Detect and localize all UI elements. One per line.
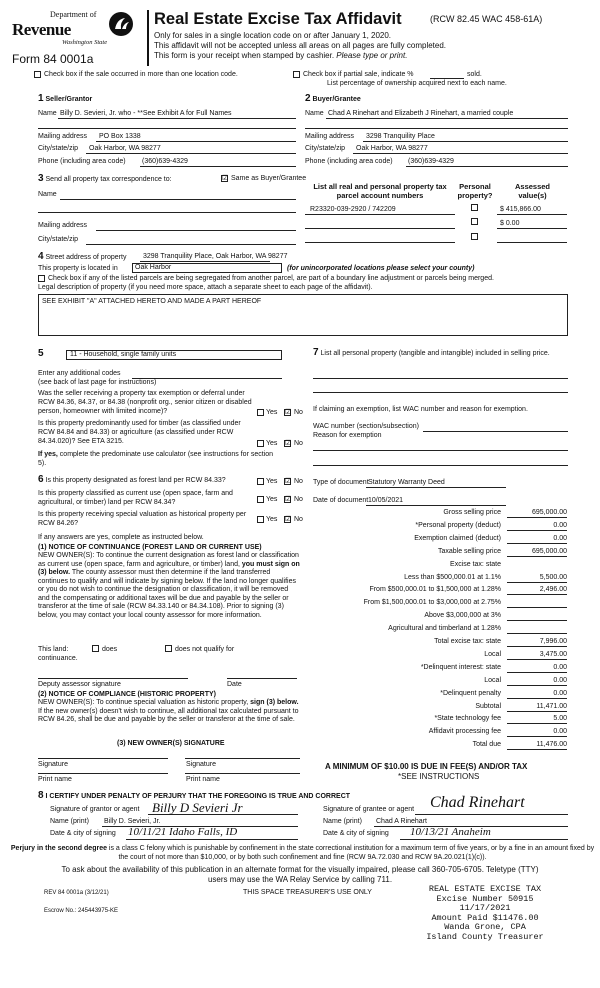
sold-label: sold. [467, 71, 482, 78]
this-land-label: This land: [38, 646, 69, 653]
perjury-text: is a class C felony which is punishable by confinement in the state correctional institution for a maximum term of five years, or by a fine in an amount fixed by the court of not more than $10,000, or by both such confinement and fine (RCW 9A.72.030 and RCW 9A.20.021(1)(c)). [106, 845, 595, 861]
s6-q2-yes-label: Yes [266, 496, 278, 503]
new-owner-sig-line-1[interactable] [38, 758, 168, 759]
q1-no-label: No [294, 409, 303, 416]
does-label: does [102, 646, 118, 653]
if-yes-note [38, 450, 278, 468]
grantor-date-label: Date & city of signing [50, 830, 116, 837]
section-1-heading [38, 93, 92, 104]
parcel-column-header: List all real and personal property tax parcel account numbers [313, 182, 447, 200]
q2-no-label: No [294, 440, 303, 447]
seller-heading: Seller/Grantor [45, 96, 93, 103]
tax-row-label: From $1,500,000.01 to $3,000,000 at 2.75% [363, 599, 501, 607]
washington-state-text: Washington State [62, 39, 108, 46]
street-address-line [140, 261, 270, 262]
section-2-heading [305, 93, 361, 104]
revenue-wordmark: Revenue [12, 20, 71, 39]
segregated-label: Check box if any of the listed parcels are being segregated from another parcel, are part of a boundary line adjustment or parcels being merged. [48, 275, 494, 282]
section-5-number: 5 [38, 348, 44, 359]
tax-row-value[interactable]: 695,000.00 [507, 509, 567, 518]
stamp-line-3: 11/17/2021 [459, 903, 511, 913]
seller-city-value[interactable]: Oak Harbor, WA 98277 [89, 145, 161, 152]
section-7-heading [313, 348, 568, 359]
current-use-question: Is this property classified as current use (open space, farm and agricultural, or timber) land per RCW 84.34? [38, 490, 233, 506]
see-back-note: (see back of last page for instructions) [38, 379, 157, 386]
header-line-3 [154, 51, 407, 60]
assessed-line-1 [497, 214, 567, 215]
header-line-1: Only for sales in a single location code on or after January 1, 2020. [154, 31, 392, 40]
new-owner-print-label-1: Print name [38, 776, 72, 783]
seller-mailing-label: Mailing address [38, 133, 88, 140]
buyer-name-line-2 [305, 128, 568, 129]
tax-row-value[interactable]: 11,476.00 [507, 741, 567, 750]
tax-row-value[interactable]: 0.00 [507, 728, 567, 737]
wac-line[interactable] [423, 431, 568, 432]
multi-location-checkbox[interactable] [34, 71, 41, 78]
if-yes-text: complete the predominate use calculator (see instructions for section 5). [38, 451, 274, 467]
tax-row-value[interactable]: 695,000.00 [507, 548, 567, 557]
personal-property-checkbox-2[interactable] [471, 218, 478, 225]
partial-sale-checkbox[interactable] [293, 71, 300, 78]
multi-location-label: Check box if the sale occurred in more than one location code. [44, 71, 238, 78]
historic-question: Is this property receiving special valuation as historical property per RCW 84.26? [38, 511, 247, 527]
section-3-number: 3 [38, 173, 44, 184]
parcel-number-value[interactable]: R23320-039-2920 / 742209 [310, 206, 396, 213]
stamp-line-6: Island County Treasurer [426, 931, 544, 942]
section-1-number: 1 [38, 93, 44, 104]
notice-compliance-text-a: NEW OWNER(S): To continue special valuation as historic property, [38, 699, 251, 706]
exemption-note: If claiming an exemption, list WAC number and reason for exemption. [313, 406, 528, 413]
grantor-signature: Billy D Sevieri Jr [152, 800, 243, 815]
dor-logo [10, 8, 140, 48]
corr-mailing-line[interactable] [96, 230, 296, 231]
header-line-2: This affidavit will not be accepted unless all areas on all pages are fully completed. [154, 41, 447, 50]
section-6-number: 6 [38, 474, 44, 485]
grantee-date-line [400, 839, 568, 840]
tax-row-label: *State technology fee [434, 715, 501, 723]
if-any-yes-note: If any answers are yes, complete as instructed below. [38, 534, 204, 541]
document-date-label: Date of document [313, 497, 369, 504]
buyer-name-value[interactable]: Chad A Rinehart and Elizabeth J Rinehart, a married couple [328, 110, 514, 117]
tax-row-label: Taxable selling price [437, 547, 501, 555]
timber-question: Is this property predominantly used for timber (as classified under RCW 84.84 and 84.33) or agriculture (as classified under RCW 84.34.020)? See ETA 3215. [38, 420, 241, 445]
land-use-select[interactable] [66, 350, 282, 360]
document-type-value[interactable]: Statutory Warranty Deed [368, 479, 445, 486]
seller-phone-line [140, 166, 296, 167]
buyer-name-line [326, 118, 568, 119]
s6-q1-no-checkbox[interactable]: ☑ [285, 478, 292, 485]
notice-compliance-text [38, 699, 300, 725]
tax-row-label: Exemption claimed (deduct) [414, 534, 501, 542]
escrow-number: Escrow No.: 245443975-KE [44, 908, 119, 914]
additional-codes-label: Enter any additional codes [38, 370, 121, 377]
new-owner-sig-label-1: Signature [38, 761, 68, 768]
seller-name-label: Name [38, 110, 57, 117]
notice-continuance-text-a: NEW OWNER(S): To continue the current designation as forest land or classification as current use (open space, farm and agriculture, or timber) land, [38, 552, 299, 568]
tax-row-label: Above $3,000,000 at 3% [424, 612, 501, 620]
stamp-line-1: REAL ESTATE EXCISE TAX [428, 884, 542, 894]
s6-q1-yes-label: Yes [266, 478, 278, 485]
correspondence-text: Send all property tax correspondence to: [45, 176, 172, 183]
perjury-statement [10, 844, 595, 862]
s6-q1-no-label: No [294, 478, 303, 485]
tax-row-label: *Delinquent interest: state [420, 663, 501, 671]
new-owner-sig-line-2[interactable] [185, 758, 300, 759]
tax-row-label: Gross selling price [443, 509, 501, 516]
seller-name-line-2 [38, 128, 296, 129]
partial-percent-field[interactable] [430, 71, 464, 79]
ownership-pct-note: List percentage of ownership acquired next to each name. [327, 80, 507, 87]
grantee-date-label: Date & city of signing [323, 830, 389, 837]
certify-text: I CERTIFY UNDER PENALTY OF PERJURY THAT THE FOREGOING IS TRUE AND CORRECT [45, 793, 351, 800]
grantee-name-label: Name (print) [323, 818, 362, 825]
seller-phone-value[interactable]: (360)639-4329 [142, 158, 188, 165]
section-4-heading [38, 251, 126, 262]
q1-yes-label: Yes [266, 409, 278, 416]
assessed-column-header: Assessed value(s) [514, 182, 551, 200]
personal-property-column-header: Personal property? [457, 182, 493, 200]
tax-row-value[interactable] [507, 599, 567, 608]
grantor-signature-label: Signature of grantor or agent [50, 806, 140, 813]
land-use-value: 11 - Household, single family units [70, 351, 177, 358]
s6-q3-yes-checkbox[interactable] [257, 516, 264, 523]
grantee-signature-label: Signature of grantee or agent [323, 806, 415, 813]
see-instructions-note: *SEE INSTRUCTIONS [398, 772, 480, 781]
reason-line-2[interactable] [313, 465, 568, 466]
section-8-number: 8 [38, 790, 44, 801]
located-in-label: This property is located in [38, 265, 118, 272]
s6-q2-no-checkbox[interactable]: ☑ [285, 496, 292, 503]
dept-of-text: Department of [50, 10, 97, 19]
grantee-date-value[interactable]: 10/13/21 Anaheim [410, 826, 491, 838]
corr-name-label: Name [38, 191, 57, 198]
legal-description-value: SEE EXHIBIT "A" ATTACHED HERETO AND MADE A PART HEREOF [42, 298, 262, 305]
assessed-value-1[interactable]: $ 415,866.00 [500, 206, 541, 213]
tax-row-label: Agricultural and timberland at 1.28% [388, 625, 501, 633]
continuance-label: continuance. [38, 655, 78, 662]
q2-no-checkbox[interactable]: ☑ [285, 440, 292, 447]
q1-yes-checkbox[interactable] [257, 409, 264, 416]
q1-no-checkbox[interactable]: ☑ [285, 409, 292, 416]
tax-row-label: Less than $500,000.01 at 1.1% [404, 573, 501, 581]
segregated-checkbox[interactable] [38, 275, 45, 282]
does-qualify-checkbox[interactable] [92, 645, 99, 652]
tax-row-label: From $500,000.01 to $1,500,000 at 1.28% [369, 586, 501, 594]
document-date-line [366, 505, 506, 506]
tax-row-label: Total due [472, 741, 501, 749]
buyer-mailing-line [363, 141, 568, 142]
seller-mailing-line [96, 141, 296, 142]
tax-row-label: Excise tax: state [450, 560, 501, 568]
document-type-line [366, 487, 506, 488]
stamp-line-5: Wanda Grone, CPA [444, 922, 526, 932]
partial-sale-label: Check box if partial sale, indicate % [303, 71, 414, 78]
tax-row-value[interactable]: 7,996.00 [507, 638, 567, 647]
deputy-date-line[interactable] [227, 678, 297, 679]
receipt-text: This form is your receipt when stamped by cashier. [154, 51, 337, 60]
unincorporated-note: (for unincorporated locations please select your county) [287, 265, 475, 272]
stamp-line-4: Amount Paid $11476.00 [431, 912, 539, 923]
street-address-value[interactable]: 3298 Tranquility Place, Oak Harbor, WA 98277 [143, 253, 288, 260]
parcel-line-3 [305, 242, 455, 243]
alt-format-notice: To ask about the availability of this publication in an alternate format for the visually impaired, please call 360-705-6705. Teletype (TTY) users may use the WA Relay Service by calling 711. [61, 865, 539, 884]
same-as-buyer-label: Same as Buyer/Grantee [231, 175, 307, 182]
header-divider [147, 10, 149, 66]
personal-property-line-2[interactable] [313, 392, 568, 393]
minimum-due-notice: A MINIMUM OF $10.00 IS DUE IN FEE(S) AND/OR TAX [325, 762, 528, 771]
s6-q2-no-label: No [294, 496, 303, 503]
s6-q1-yes-checkbox[interactable] [257, 478, 264, 485]
buyer-phone-label: Phone (including area code) [305, 158, 393, 165]
corr-name-line[interactable] [60, 199, 296, 200]
tax-row-value[interactable]: 5,500.00 [507, 574, 567, 583]
buyer-name-label: Name [305, 110, 324, 117]
section-4-number: 4 [38, 251, 44, 262]
location-select[interactable] [132, 263, 282, 273]
q2-yes-label: Yes [266, 440, 278, 447]
rcw-reference: (RCW 82.45 WAC 458-61A) [430, 14, 543, 24]
if-yes-bold: If yes, [38, 451, 58, 458]
grantor-date-value[interactable]: 10/11/21 Idaho Falls, ID [128, 826, 238, 838]
tax-row-label: Total excise tax: state [434, 638, 501, 645]
seller-name-line [58, 118, 296, 119]
new-owner-print-label-2: Print name [186, 776, 220, 783]
tax-calculation-table [313, 509, 570, 755]
treasurer-use-label: THIS SPACE TREASURER'S USE ONLY [243, 889, 372, 896]
does-not-qualify-checkbox[interactable] [165, 645, 172, 652]
legal-description-label: Legal description of property (if you need more space, attach a separate sheet to each page of the affidavit). [38, 284, 373, 291]
buyer-heading: Buyer/Grantee [312, 96, 361, 103]
s6-q3-no-checkbox[interactable]: ☑ [285, 516, 292, 523]
buyer-city-line [353, 153, 568, 154]
buyer-mailing-value[interactable]: 3298 Tranquility Place [366, 133, 435, 140]
seller-mailing-value[interactable]: PO Box 1338 [99, 133, 141, 140]
section-2-number: 2 [305, 93, 311, 104]
corr-city-line[interactable] [86, 244, 296, 245]
new-owner-signature-title: (3) NEW OWNER(S) SIGNATURE [117, 740, 225, 747]
tax-row-label: Local [484, 650, 501, 658]
notice-compliance-text-b: If the new owner(s) doesn't wish to continue, all additional tax calculated pursuant to RCW 84.26, shall be due and payable by the seller or transferor at the time of sale. [38, 707, 299, 723]
s6-q2-yes-checkbox[interactable] [257, 496, 264, 503]
type-print-text: Please type or print. [336, 51, 408, 60]
buyer-city-value[interactable]: Oak Harbor, WA 98277 [356, 145, 428, 152]
section-6-q1 [38, 474, 226, 485]
buyer-phone-value[interactable]: (360)639-4329 [408, 158, 454, 165]
tax-row-value[interactable] [507, 612, 567, 621]
location-value: Oak Harbor [135, 264, 172, 271]
deputy-signature-line[interactable] [38, 678, 188, 679]
tax-row-value[interactable]: 0.00 [507, 664, 567, 673]
assessed-value-2[interactable]: $ 0.00 [500, 220, 520, 227]
tax-row-label: Subtotal [475, 702, 501, 710]
personal-property-checkbox-3[interactable] [471, 233, 478, 240]
grantee-signature: Chad Rinehart [430, 794, 525, 811]
tax-row-value[interactable]: 0.00 [507, 677, 567, 686]
form-number: Form 84 0001a [12, 52, 94, 66]
buyer-mailing-label: Mailing address [305, 133, 355, 140]
new-owner-sig-label-2: Signature [186, 761, 216, 768]
grantor-date-line [126, 839, 298, 840]
tax-row-label: *Personal property (deduct) [415, 521, 501, 529]
tax-row-label: *Delinquent penalty [440, 689, 501, 697]
notice-compliance-title: (2) NOTICE OF COMPLIANCE (HISTORIC PROPERTY) [38, 691, 216, 698]
s6-q3-no-label: No [294, 516, 303, 523]
tax-row-value[interactable]: 11,471.00 [507, 703, 567, 712]
same-as-buyer-checkbox[interactable]: ☑ [222, 175, 229, 182]
tax-row-label: Local [484, 676, 501, 684]
tax-row-value[interactable]: 3,475.00 [507, 651, 567, 660]
exemption-reason-label: Reason for exemption [313, 432, 382, 439]
notice-continuance-text [38, 552, 300, 620]
grantee-signature-line[interactable] [415, 814, 568, 815]
street-address-label: Street address of property [45, 254, 127, 261]
wac-label: WAC number (section/subsection) [313, 423, 419, 430]
buyer-city-label: City/state/zip [305, 145, 346, 152]
grantor-name-value[interactable]: Billy D. Sevieri, Jr. [104, 818, 161, 825]
perjury-bold: Perjury in the second degree [10, 845, 107, 852]
seller-phone-label: Phone (including area code) [38, 158, 126, 165]
personal-property-checkbox-1[interactable] [471, 204, 478, 211]
buyer-phone-line [406, 166, 568, 167]
seller-city-label: City/state/zip [38, 145, 79, 152]
treasurer-stamp [410, 885, 560, 942]
notice-continuance-bold: you must sign on (3) below. [38, 560, 300, 576]
legal-description-box[interactable] [38, 294, 568, 336]
assessed-line-2 [497, 228, 567, 229]
corr-mailing-label: Mailing address [38, 222, 88, 229]
document-date-value[interactable]: 10/05/2021 [368, 497, 404, 504]
personal-property-line-1[interactable] [313, 378, 568, 379]
tax-row-value[interactable]: 2,496.00 [507, 586, 567, 595]
tax-row-value[interactable]: 0.00 [507, 522, 567, 531]
new-owner-print-line-2[interactable] [185, 773, 300, 774]
notice-continuance-text-b: The county assessor must then determine if the land transferred continues to qualify and will indicate by signing below. If the land no longer qualifies or you do not wish to continue the designation or classification, it will be removed and the compensating or additional taxes will be due and payable by the seller or transferor at the time of sale (RCW 84.33.140 or 84.34.108). Prior to signing (3) below, you may contact your local county assessor for more information. [38, 569, 296, 619]
section-7-number: 7 [313, 347, 319, 358]
document-type-label: Type of document [313, 479, 369, 486]
parcel-line-1 [305, 214, 455, 215]
dor-logo-icon [108, 10, 134, 38]
deputy-date-label: Date [227, 681, 242, 688]
tax-row-value[interactable] [507, 625, 567, 634]
stamp-line-2: Excise Number 50915 [436, 893, 534, 904]
seller-name-value[interactable]: Billy D. Sevieri, Jr. who - **See Exhibit A for Full Names [60, 110, 232, 117]
section-3-heading [38, 173, 172, 184]
tax-row-value[interactable]: 0.00 [507, 690, 567, 699]
corr-city-label: City/state/zip [38, 236, 79, 243]
notice-compliance-bold: sign (3) below. [250, 699, 299, 706]
deputy-signature-label: Deputy assessor signature [38, 681, 121, 688]
parcel-line-2 [305, 228, 455, 229]
corr-name-line-2 [38, 212, 296, 213]
s6-q3-yes-label: Yes [266, 516, 278, 523]
tax-row-label: Affidavit processing fee [428, 728, 501, 736]
seller-city-line [86, 153, 296, 154]
tax-row-value[interactable]: 5.00 [507, 715, 567, 724]
revision-label: REV 84 0001a (3/12/21) [44, 890, 109, 896]
reason-line-1[interactable] [313, 450, 568, 451]
personal-property-text: List all personal property (tangible and intangible) included in selling price. [320, 350, 550, 357]
notice-continuance-title: (1) NOTICE OF CONTINUANCE (FOREST LAND OR CURRENT USE) [38, 544, 262, 551]
grantee-name-value[interactable]: Chad A Rinehart [376, 818, 427, 825]
form-title: Real Estate Excise Tax Affidavit [154, 10, 402, 28]
assessed-line-3 [497, 242, 567, 243]
q2-yes-checkbox[interactable] [257, 440, 264, 447]
forest-land-question: Is this property designated as forest land per RCW 84.33? [45, 477, 226, 484]
new-owner-print-line-1[interactable] [38, 773, 168, 774]
grantor-name-label: Name (print) [50, 818, 89, 825]
tax-row-value[interactable]: 0.00 [507, 535, 567, 544]
does-not-qualify-label: does not qualify for [175, 646, 235, 653]
exemption-question: Was the seller receiving a property tax exemption or deferral under RCW 84.36, 84.37, or 84.38 (nonprofit org., senior citizen or disabled person, homeowner with limited income)? [38, 390, 252, 415]
